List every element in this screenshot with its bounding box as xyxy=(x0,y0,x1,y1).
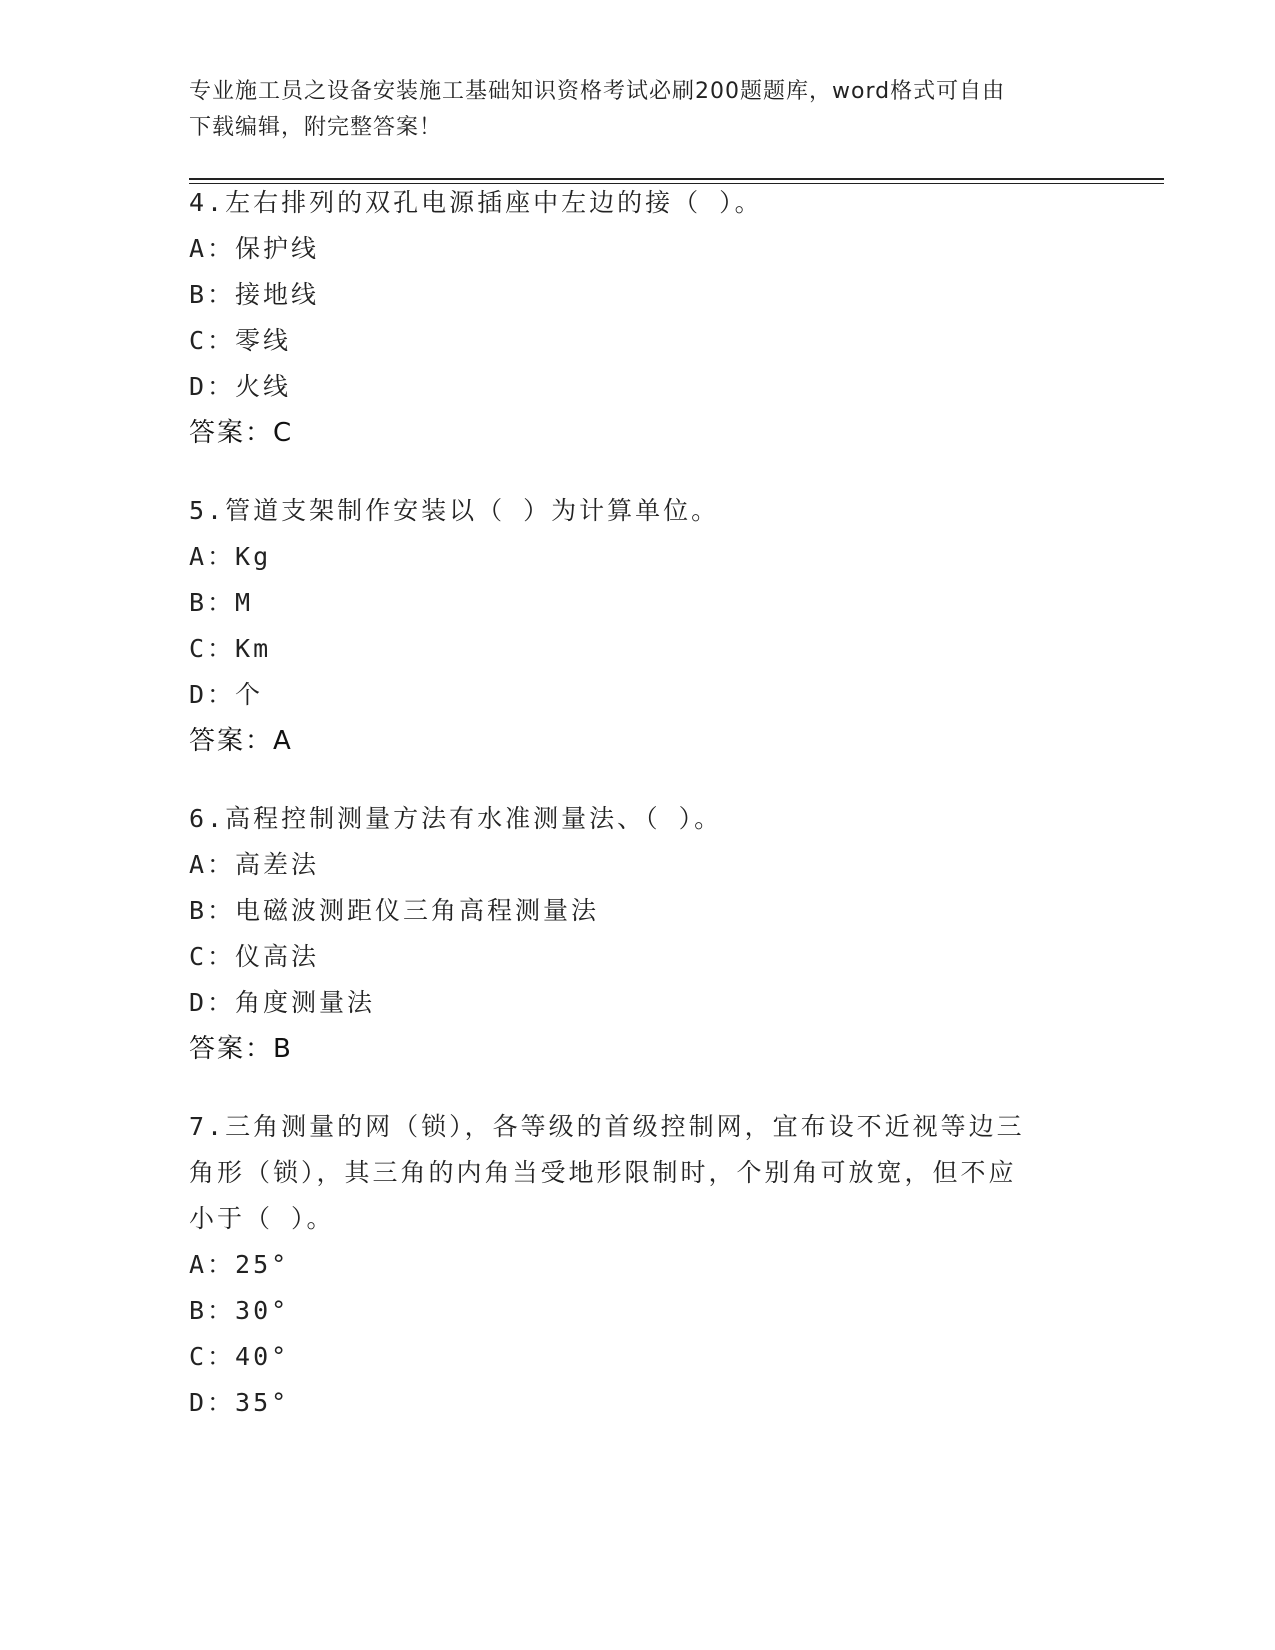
option-b: B：电磁波测距仪三角高程测量法 xyxy=(189,896,600,925)
answer-line: 答案：B xyxy=(189,1034,293,1064)
header-title-line-1: 专业施工员之设备安装施工基础知识资格考试必刷200题题库，word格式可自由 xyxy=(189,79,1006,104)
answer-line: 答案：C xyxy=(189,418,294,448)
question-4 xyxy=(189,180,1089,456)
question-stem-line-3: 小于（ ）。 xyxy=(189,1204,335,1233)
header-title-line-2: 下载编辑，附完整答案！ xyxy=(189,115,443,140)
option-d: D：个 xyxy=(189,680,264,709)
question-6 xyxy=(189,796,1089,1072)
option-b: B：30° xyxy=(189,1296,290,1325)
option-c: C：40° xyxy=(189,1342,290,1371)
question-stem: 4.左右排列的双孔电源插座中左边的接（ ）。 xyxy=(189,188,763,217)
option-a: A：保护线 xyxy=(189,234,320,263)
answer-line: 答案：A xyxy=(189,726,293,756)
question-5 xyxy=(189,488,1089,764)
option-c: C：仪高法 xyxy=(189,942,320,971)
option-c: C：Km xyxy=(189,634,272,663)
question-7 xyxy=(189,1104,1089,1426)
document-header xyxy=(189,74,1089,146)
option-a: A：25° xyxy=(189,1250,290,1279)
question-stem-line-2: 角形（锁），其三角的内角当受地形限制时，个别角可放宽，但不应 xyxy=(189,1158,1017,1187)
option-a: A：高差法 xyxy=(189,850,320,879)
option-c: C：零线 xyxy=(189,326,292,355)
question-stem: 6.高程控制测量方法有水准测量法、（ ）。 xyxy=(189,804,723,833)
option-d: D：角度测量法 xyxy=(189,988,376,1017)
option-b: B：接地线 xyxy=(189,280,320,309)
question-stem: 5.管道支架制作安装以（ ）为计算单位。 xyxy=(189,496,720,525)
option-d: D：火线 xyxy=(189,372,292,401)
option-d: D：35° xyxy=(189,1388,290,1417)
question-stem-line-1: 7.三角测量的网（锁），各等级的首级控制网，宜布设不近视等边三 xyxy=(189,1112,1025,1141)
option-a: A：Kg xyxy=(189,542,272,571)
option-b: B：M xyxy=(189,588,254,617)
